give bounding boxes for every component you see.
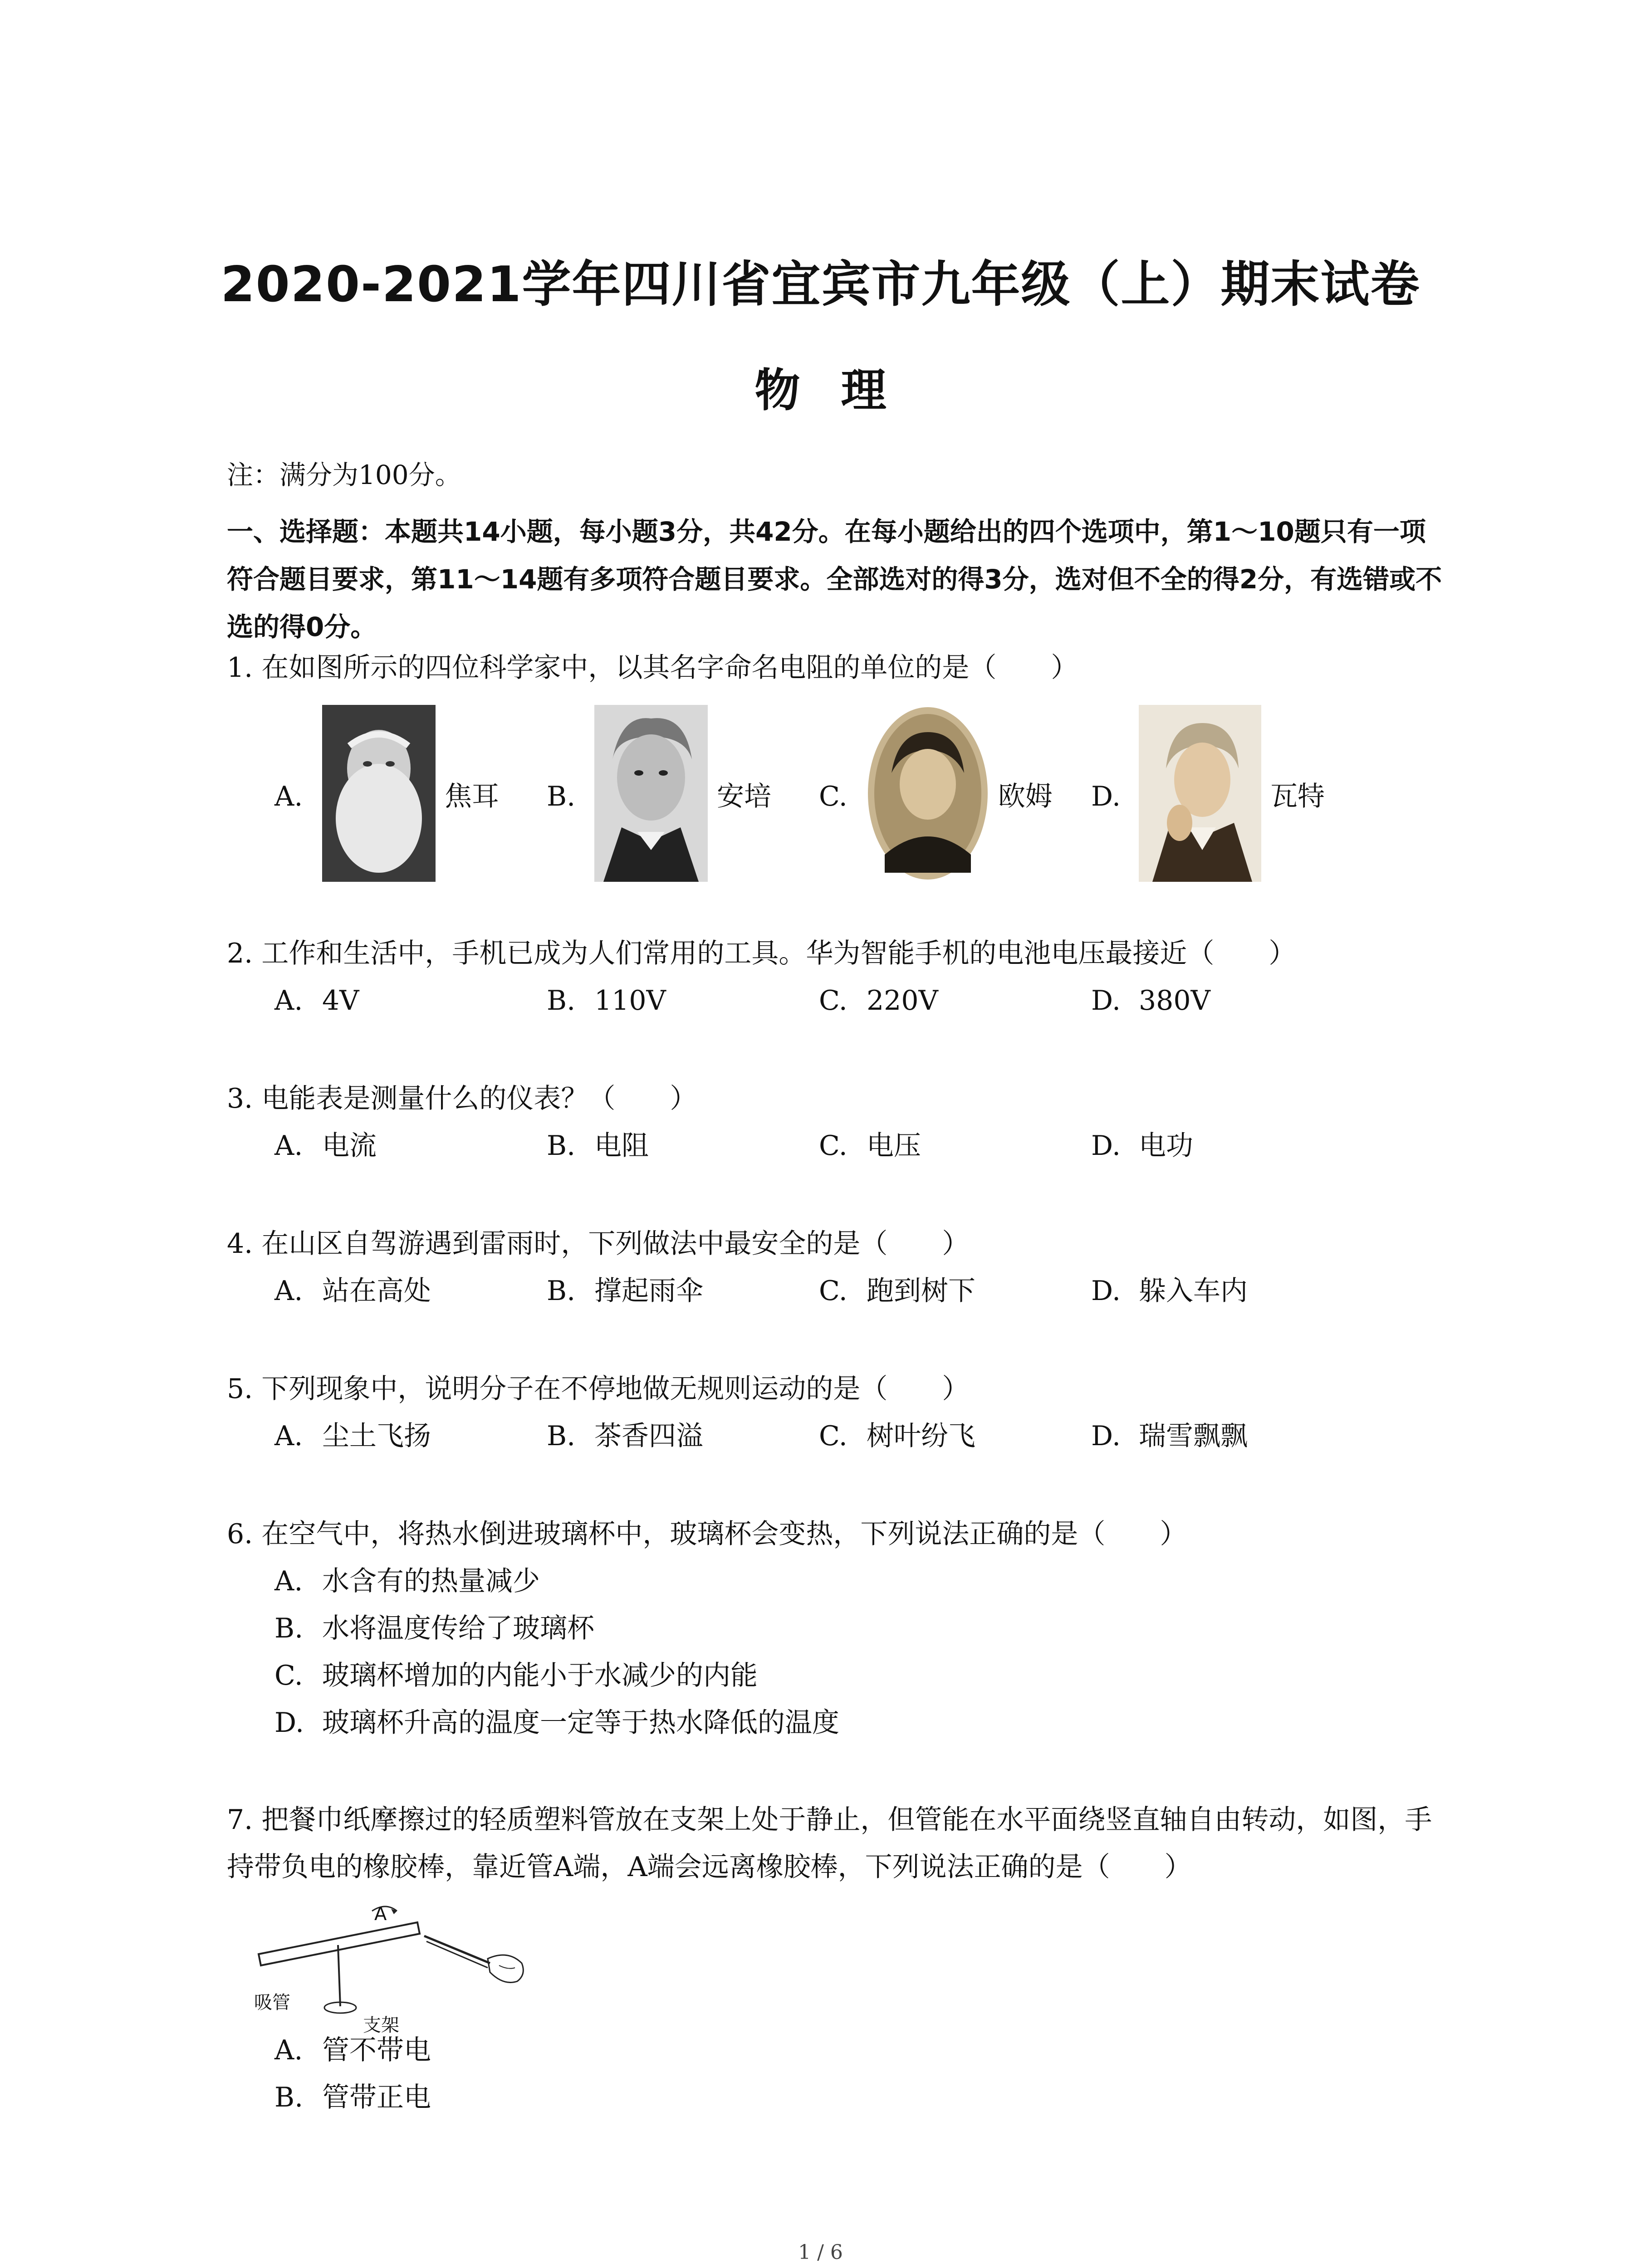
option-letter: C.	[819, 1275, 847, 1307]
option-text: 欧姆	[998, 781, 1053, 812]
option-d[interactable]	[227, 1699, 1187, 1746]
question-1	[227, 644, 1406, 895]
option-d[interactable]	[1043, 977, 1210, 1024]
option-text: 4V	[322, 985, 359, 1017]
option-c[interactable]	[771, 1267, 975, 1315]
option-letter: D.	[1091, 1420, 1121, 1452]
option-text: 电功	[1139, 1130, 1193, 1162]
option-b[interactable]	[499, 1122, 649, 1169]
option-text: 焦耳	[445, 781, 499, 812]
options-row	[227, 1122, 1406, 1169]
option-a[interactable]	[227, 1267, 431, 1315]
tube-stand-figure	[254, 1891, 572, 2027]
option-b[interactable]	[499, 977, 666, 1024]
label-tube: 吸管	[254, 1992, 290, 2013]
options-row	[227, 1267, 1406, 1315]
option-c[interactable]	[771, 977, 938, 1024]
option-a[interactable]	[227, 1122, 377, 1169]
option-letter: B.	[547, 1275, 576, 1307]
option-b[interactable]	[227, 1605, 1187, 1652]
option-c[interactable]	[771, 1413, 975, 1460]
option-letter: B.	[274, 1613, 304, 1644]
option-text: 220V	[867, 985, 938, 1017]
option-d[interactable]	[1043, 1122, 1193, 1169]
option-text: 水含有的热量减少	[322, 1565, 540, 1597]
portrait-joule	[322, 705, 436, 882]
option-letter: A.	[274, 1565, 303, 1597]
option-text: 玻璃杯增加的内能小于水减少的内能	[322, 1660, 758, 1691]
option-d[interactable]	[1043, 1267, 1248, 1315]
question-3	[227, 1075, 1406, 1169]
option-letter: D.	[1091, 1130, 1121, 1162]
question-2	[227, 930, 1406, 1024]
option-text: 管带正电	[322, 2082, 431, 2113]
question-7	[227, 1796, 1452, 2121]
option-c[interactable]	[771, 1122, 921, 1169]
option-letter: A.	[274, 1130, 303, 1162]
label-stand: 支架	[363, 2015, 399, 2036]
option-letter: C.	[819, 985, 847, 1017]
option-c[interactable]	[227, 1652, 1187, 1699]
option-letter: D.	[274, 1707, 304, 1739]
option-text: 玻璃杯升高的温度一定等于热水降低的温度	[322, 1707, 839, 1739]
portrait-ohm	[867, 705, 989, 882]
option-a[interactable]	[227, 977, 359, 1024]
label-end-a: A	[374, 1904, 387, 1925]
option-text: 瓦特	[1270, 781, 1325, 812]
option-letter: B.	[547, 1420, 576, 1452]
question-6	[227, 1510, 1187, 1746]
section-heading: 一、选择题：本题共14小题，每小题3分，共42分。在每小题给出的四个选项中，第1～10题只有一项符合题目要求，第11～14题有多项符合题目要求。全部选对的得3分，选对但不全的得2分，有选错或不选的得0分。	[227, 516, 1442, 642]
option-a[interactable]	[227, 2027, 1452, 2074]
option-text: 跑到树下	[867, 1275, 975, 1307]
option-text: 电流	[322, 1130, 377, 1162]
option-text: 躲入车内	[1139, 1275, 1248, 1307]
question-stem: 6. 在空气中，将热水倒进玻璃杯中，玻璃杯会变热，下列说法正确的是（ ）	[227, 1518, 1187, 1550]
option-letter: A.	[274, 1420, 303, 1452]
option-text: 水将温度传给了玻璃杯	[322, 1613, 594, 1644]
portrait-watt	[1139, 705, 1261, 882]
question-stem: 5. 下列现象中，说明分子在不停地做无规则运动的是（ ）	[227, 1373, 970, 1405]
option-text: 茶香四溢	[594, 1420, 703, 1452]
option-d[interactable]	[1043, 1413, 1248, 1460]
option-letter: C.	[819, 1130, 847, 1162]
option-a[interactable]	[227, 1558, 1187, 1605]
question-stem: 4. 在山区自驾游遇到雷雨时，下列做法中最安全的是（ ）	[227, 1228, 970, 1260]
option-text: 树叶纷飞	[867, 1420, 975, 1452]
page-number: 1 / 6	[798, 2241, 843, 2264]
option-text: 电阻	[594, 1130, 649, 1162]
scientist-options	[227, 705, 1406, 895]
exam-subject: 物理	[754, 364, 927, 417]
option-text: 380V	[1139, 985, 1210, 1017]
option-letter: A.	[274, 781, 303, 812]
option-text: 瑞雪飘飘	[1139, 1420, 1248, 1452]
option-letter: B.	[547, 781, 576, 812]
option-text: 管不带电	[322, 2034, 431, 2066]
options-row	[227, 1413, 1406, 1460]
question-stem: 3. 电能表是测量什么的仪表？（ ）	[227, 1083, 697, 1114]
option-letter: D.	[1091, 781, 1121, 812]
option-text: 尘土飞扬	[322, 1420, 431, 1452]
question-4	[227, 1220, 1406, 1315]
option-a[interactable]	[227, 1413, 431, 1460]
option-b[interactable]	[227, 2074, 1452, 2121]
option-letter: A.	[274, 1275, 303, 1307]
option-letter: A.	[274, 985, 303, 1017]
question-stem: 1. 在如图所示的四位科学家中，以其名字命名电阻的单位的是（ ）	[227, 652, 1078, 684]
option-text: 110V	[594, 985, 666, 1017]
option-text: 电压	[867, 1130, 921, 1162]
option-letter: D.	[1091, 1275, 1121, 1307]
option-letter: A.	[274, 2034, 303, 2066]
option-letter: C.	[819, 1420, 847, 1452]
option-letter: C.	[274, 1660, 303, 1691]
option-letter: C.	[819, 781, 847, 812]
option-letter: D.	[1091, 985, 1121, 1017]
option-letter: B.	[547, 1130, 576, 1162]
options-row	[227, 977, 1406, 1024]
question-5	[227, 1365, 1406, 1460]
exam-title: 2020-2021学年四川省宜宾市九年级（上）期末试卷	[220, 256, 1421, 313]
question-stem: 7. 把餐巾纸摩擦过的轻质塑料管放在支架上处于静止，但管能在水平面绕竖直轴自由转动，如图，手持带负电的橡胶棒，靠近管A端，A端会远离橡胶棒，下列说法正确的是（ ）	[227, 1804, 1432, 1883]
option-text: 撑起雨伞	[594, 1275, 703, 1307]
option-b[interactable]	[499, 1413, 703, 1460]
option-b[interactable]	[499, 1267, 703, 1315]
portrait-ampere	[594, 705, 708, 882]
option-text: 安培	[717, 781, 771, 812]
score-note: 注：满分为100分。	[227, 459, 461, 490]
option-letter: B.	[547, 985, 576, 1017]
option-text: 站在高处	[322, 1275, 431, 1307]
option-letter: B.	[274, 2082, 304, 2113]
question-stem: 2. 工作和生活中，手机已成为人们常用的工具。华为智能手机的电池电压最接近（ ）	[227, 938, 1296, 969]
tube-diagram	[254, 1891, 572, 2036]
